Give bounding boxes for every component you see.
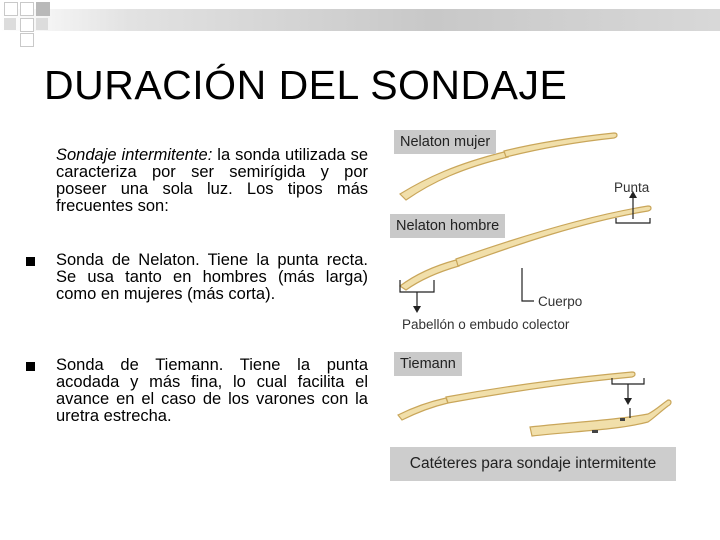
deco-square [36, 18, 48, 30]
bullet-icon [26, 362, 35, 371]
catheter-nelaton-mujer [400, 152, 508, 200]
deco-square [36, 2, 50, 16]
catheter-tiemann [398, 398, 448, 420]
nelaton-eyelet [620, 418, 625, 421]
catheter-nelaton-hombre [400, 260, 459, 290]
catheter-figure [386, 118, 686, 488]
deco-square [20, 33, 34, 47]
intro-lead: Sondaje intermitente: [56, 146, 213, 164]
header-band [0, 9, 720, 31]
catheter-tiemann-tip [530, 400, 671, 436]
tiemann-eyelet [592, 430, 598, 433]
deco-square [20, 18, 34, 32]
cuerpo-line [522, 268, 534, 301]
slide-title: DURACIÓN DEL SONDAJE [44, 62, 568, 108]
deco-square [4, 18, 16, 30]
label-cuerpo: Cuerpo [538, 294, 583, 309]
label-pabellon: Pabellón o embudo colector [402, 317, 570, 332]
deco-square [20, 2, 34, 16]
catheter-nelaton-mujer-tube [504, 133, 617, 157]
intro-text: la sonda utilizada se caracteriza por ser semirígida y por poseer una sola luz. Los tipos más frecuentes son: [56, 146, 368, 215]
label-nelaton-mujer: Nelaton mujer [394, 130, 496, 154]
bullet-icon [26, 257, 35, 266]
label-nelaton-hombre: Nelaton hombre [390, 214, 505, 238]
catheter-drawing [386, 118, 686, 488]
intro-paragraph [56, 147, 368, 215]
label-punta: Punta [614, 180, 650, 195]
label-tiemann: Tiemann [394, 352, 462, 376]
pabellon-arrowhead [413, 306, 421, 313]
bullet-tiemann: Sonda de Tiemann. Tiene la punta acodada y más fina, lo cual facilita el avance en el caso de los varones con la uretra estrecha. [56, 356, 368, 425]
bullet-nelaton: Sonda de Nelaton. Tiene la punta recta. Se usa tanto en hombres (más larga) como en mujeres (más corta). [56, 251, 368, 303]
catheter-tiemann-tube [446, 372, 635, 403]
tiemann-arrowhead [624, 398, 632, 405]
deco-square [4, 2, 18, 16]
figure-caption: Catéteres para sondaje intermitente [390, 447, 676, 481]
